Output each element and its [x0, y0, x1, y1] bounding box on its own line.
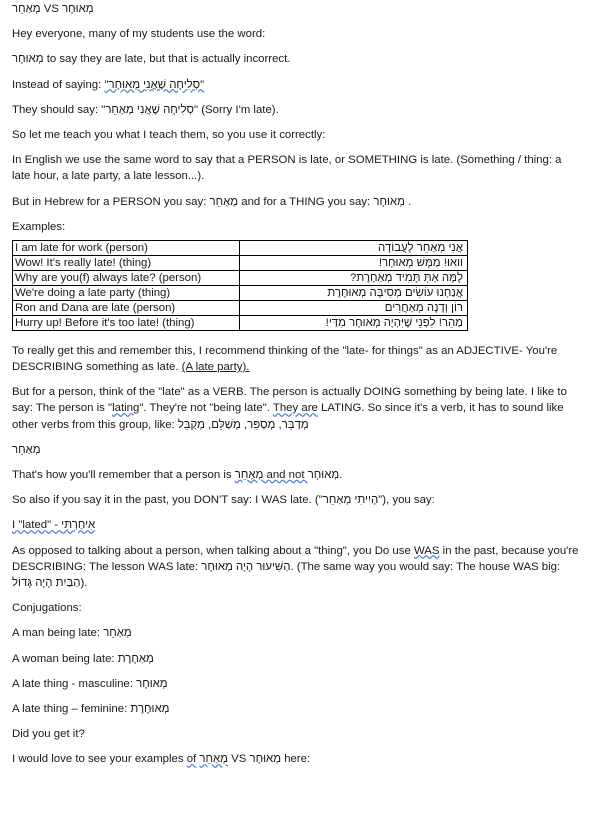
hebrew-explanation — [12, 194, 581, 210]
explanation-text-2: and for a THING you say: — [238, 195, 374, 208]
conjugation-line — [12, 625, 581, 641]
usage-text: to say they are late, but that is actually incorrect. — [43, 53, 291, 66]
hebrew-standalone-word: מְאַחֵר — [12, 443, 41, 456]
thing-text-4: ). — [80, 576, 88, 589]
doc-title: מְאַחֵר VS מְאוּחָר — [12, 3, 94, 15]
should-line — [12, 102, 581, 118]
final-text: I would love to see your examples — [12, 753, 187, 766]
example-hebrew: אֲנַחְנוּ עוֹשִׂים מְסִיבָּה מְאוּחֶרֶת — [240, 285, 468, 300]
conjugation-hebrew: מְאוּחֶרֶת — [130, 702, 170, 715]
verb-paragraph — [12, 384, 581, 433]
past-line — [12, 492, 581, 508]
teach-line: So let me teach you what I teach them, so you use it correctly: — [12, 128, 326, 141]
remember-line — [12, 467, 581, 483]
conjugation-label: A late thing – feminine: — [12, 702, 131, 715]
explanation-text: But in Hebrew for a PERSON you say: — [12, 195, 210, 208]
intro-line: Hey everyone, many of my students use the word: — [12, 28, 266, 41]
hebrew-phrase-right: "סְלִיחָה שֶׁאֲנִי מְאַחֵר" — [101, 103, 199, 116]
hebrew-verbs: מְדַבֵּר, מְסַפֵּר, מְשַׁלֵּם, מְקַבֵּל — [177, 418, 309, 431]
adjective-paragraph — [12, 343, 581, 375]
final-line — [12, 751, 581, 767]
example-hebrew: רוֹן וְדָנָה מְאַחֲרִים — [240, 300, 468, 315]
example-english: I am late for work (person) — [13, 240, 240, 255]
hebrew-wrong-past: "הָיִיתִי מְאַחֵר" — [318, 494, 383, 507]
example-english: Why are you(f) always late? (person) — [13, 270, 240, 285]
example-english: Ron and Dana are late (person) — [13, 300, 240, 315]
lating-word: lating — [112, 402, 140, 415]
hebrew-house-big: הַבַּיִת הָיָה גָּדוֹל — [12, 576, 81, 589]
verb-text-3: LATING. So since it's a verb, it has to sound like other verbs from this group, like: — [12, 402, 564, 431]
instead-line — [12, 77, 581, 93]
lated-line — [12, 517, 581, 533]
past-text-2: ), you say: — [382, 494, 435, 507]
adjective-text: To really get this and remember this, I recommend thinking of the "late- for things" as an ADJECTIVE- You're DESCRIBING something as late. — [12, 344, 558, 374]
conjugation-hebrew: מְאַחֶרֶת — [117, 652, 154, 665]
hebrew-lated: אִיחַרְתִּי — [61, 519, 96, 532]
verb-text: But for a person, think of the "late" as a VERB. The person is actually DOING something by being late. I like to say: The person is " — [12, 386, 567, 415]
thing-paragraph — [12, 543, 581, 592]
conjugation-label: A man being late: — [12, 627, 104, 640]
vs-text: VS — [227, 753, 250, 766]
of-word: of — [186, 753, 197, 766]
conjugation-line — [12, 676, 581, 692]
conjugation-hebrew: מְאַחֵר — [103, 627, 132, 640]
hebrew-word: מְאוּחָר — [12, 53, 44, 66]
example-hebrew: וואוּ! מַמָּשׁ מְאוּחָר! — [240, 255, 468, 270]
hebrew-person-word-3: מְאַחֵר — [199, 753, 228, 766]
conjugations-list — [12, 625, 581, 717]
example-hebrew: אֲנִי מְאַחֵר לָעֲבוֹדָה — [240, 240, 468, 255]
table-row — [13, 315, 468, 330]
past-text: So also if you say it in the past, you DON'T say: I WAS late. ( — [12, 494, 319, 507]
conjugation-label: A late thing - masculine: — [12, 677, 137, 690]
hebrew-phrase-wrong: "סְלִיחָה שֶׁאֲנִי מְאוּחָר" — [104, 78, 205, 91]
thing-text-3: . (The same way you would say: The house WAS big: — [290, 560, 561, 573]
table-row — [13, 240, 468, 255]
remember-end: . — [339, 469, 343, 481]
they-are-word: They are — [272, 402, 318, 415]
example-english: Wow! It's really late! (thing) — [13, 255, 240, 270]
sorry-text: (Sorry I'm late). — [198, 103, 279, 116]
hebrew-person-word: מְאַחֵר — [209, 195, 239, 208]
and-not-text: and not — [263, 469, 308, 481]
hebrew-lesson-late: הַשִּׁיעוּר הָיָה מְאוּחָר — [201, 560, 291, 573]
example-english: We're doing a late party (thing) — [13, 285, 240, 300]
conjugations-label: Conjugations: — [12, 602, 82, 615]
examples-table — [12, 240, 468, 331]
was-word: WAS — [413, 544, 440, 557]
hebrew-thing-word-3: מְאוּחָר — [249, 753, 282, 766]
conjugation-line — [12, 701, 581, 717]
table-row — [13, 270, 468, 285]
question-line: Did you get it? — [12, 728, 85, 741]
hebrew-person-word-2: מְאַחֵר — [234, 469, 264, 481]
example-english: Hurry up! Before it's too late! (thing) — [13, 315, 240, 330]
table-row — [13, 255, 468, 270]
example-hebrew: מַהֵר! לִפְנֵי שֶׁיִּהְיֶה מְאוּחָר מִדַּי! — [240, 315, 468, 330]
conjugation-line — [12, 651, 581, 667]
english-explanation: In English we use the same word to say that a PERSON is late, or SOMETHING is late. (Something / thing: a late hour, a late party, a late lesson...). — [12, 154, 562, 183]
thing-text-2: in the past, because you're DESCRIBING: The lesson WAS late: — [12, 544, 579, 573]
hebrew-thing-word: מְאוּחָר — [373, 195, 405, 208]
remember-text: That's how you'll remember that a person is — [12, 469, 235, 481]
should-text: They should say: — [12, 103, 102, 116]
conjugation-hebrew: מְאוּחָר — [136, 677, 168, 690]
examples-label: Examples: — [12, 220, 66, 233]
table-row — [13, 300, 468, 315]
instead-text: Instead of saying: — [12, 78, 105, 91]
late-party-link: (A late party). — [181, 361, 250, 374]
final-text-2: here: — [281, 753, 311, 766]
lated-text: I "lated" - — [12, 519, 62, 532]
explanation-text-3: . — [404, 195, 412, 208]
conjugation-label: A woman being late: — [12, 652, 118, 665]
table-row — [13, 285, 468, 300]
usage-line — [12, 51, 581, 67]
verb-text-2: ". They're not "being late". — [139, 402, 273, 415]
example-hebrew: לָמָּה אַתְּ תָּמִיד מְאַחֶרֶת? — [240, 270, 468, 285]
thing-text: As opposed to talking about a person, when talking about a "thing", you Do use — [12, 544, 414, 557]
hebrew-thing-word-2: מְאוּחָר — [307, 469, 340, 481]
